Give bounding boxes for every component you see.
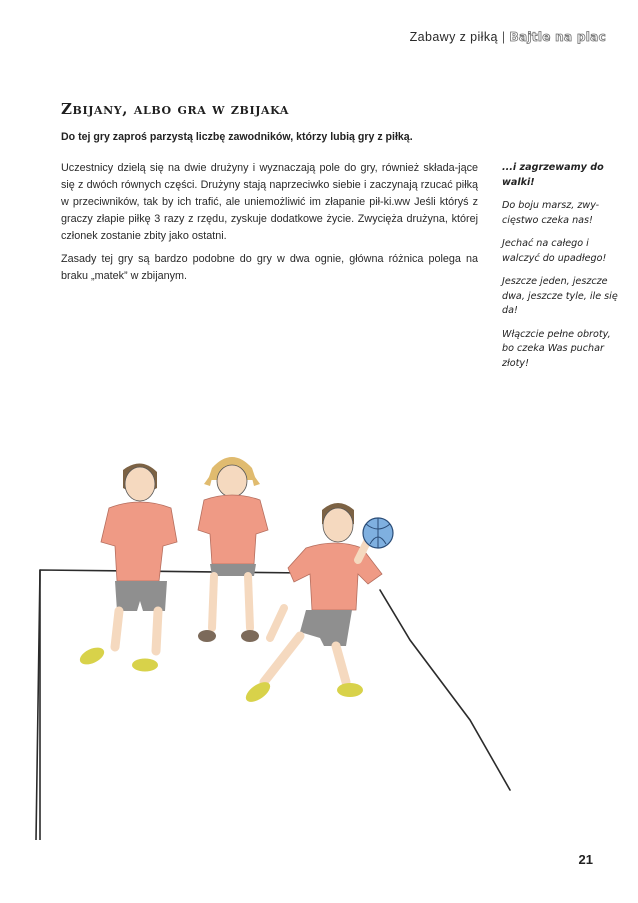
court-boundary-line <box>40 570 510 840</box>
article-paragraph-2: Zasady tej gry są bardzo podobne do gry w dwa ognie, główna różnica polega na braku „matek” w zbijanym. <box>61 253 478 282</box>
header-separator: | <box>501 30 506 44</box>
player-left-boy <box>77 463 177 671</box>
cheer-verse: Włączcie pełne obroty, bo czeka Was puchar złoty! <box>502 328 611 369</box>
cheer-verse: Do boju marsz, zwy-cięstwo czeka nas! <box>502 200 600 226</box>
running-header <box>410 30 606 44</box>
cheer-verse: Jechać na całego i walczyć do upadłego! <box>502 238 607 264</box>
article-title: Zbijany, albo gra w zbijaka <box>61 100 289 118</box>
cheer-verse: Jeszcze jeden, jeszcze dwa, jeszcze tyle, ile się da! <box>502 276 618 316</box>
player-thrower-boy <box>243 503 382 706</box>
article-lead: Do tej gry zaproś parzystą liczbę zawodników, którzy lubią gry z piłką. <box>61 131 413 143</box>
page-number: 21 <box>578 852 593 867</box>
article-paragraph-1: Uczestnicy dzielą się na dwie drużyny i wyznaczają pole do gry, również składa-jące się z dwóch równych części. Drużyny stają naprzeciwko siebie i zaczynają rzucać piłką w przeciwników, tak by ich trafić, ale uniemożliwić im złapanie pił-ki.ww Jeśli któryś z graczy złapie piłkę 3 razy z rzędu, zyskuje dodatkowe życie. Zwycięża drużyna, której członek zostanie zbity jako ostatni. <box>61 162 478 242</box>
cheer-verse: ...i zagrzewamy do walki! <box>502 162 604 188</box>
dodgeball-players-illustration <box>0 420 638 840</box>
ball-icon <box>363 518 393 548</box>
player-girl <box>198 457 268 642</box>
header-brand: Bajtle na plac <box>509 30 606 44</box>
cheer-sidebar <box>502 161 622 380</box>
header-section-title: Zabawy z piłką <box>409 30 498 44</box>
